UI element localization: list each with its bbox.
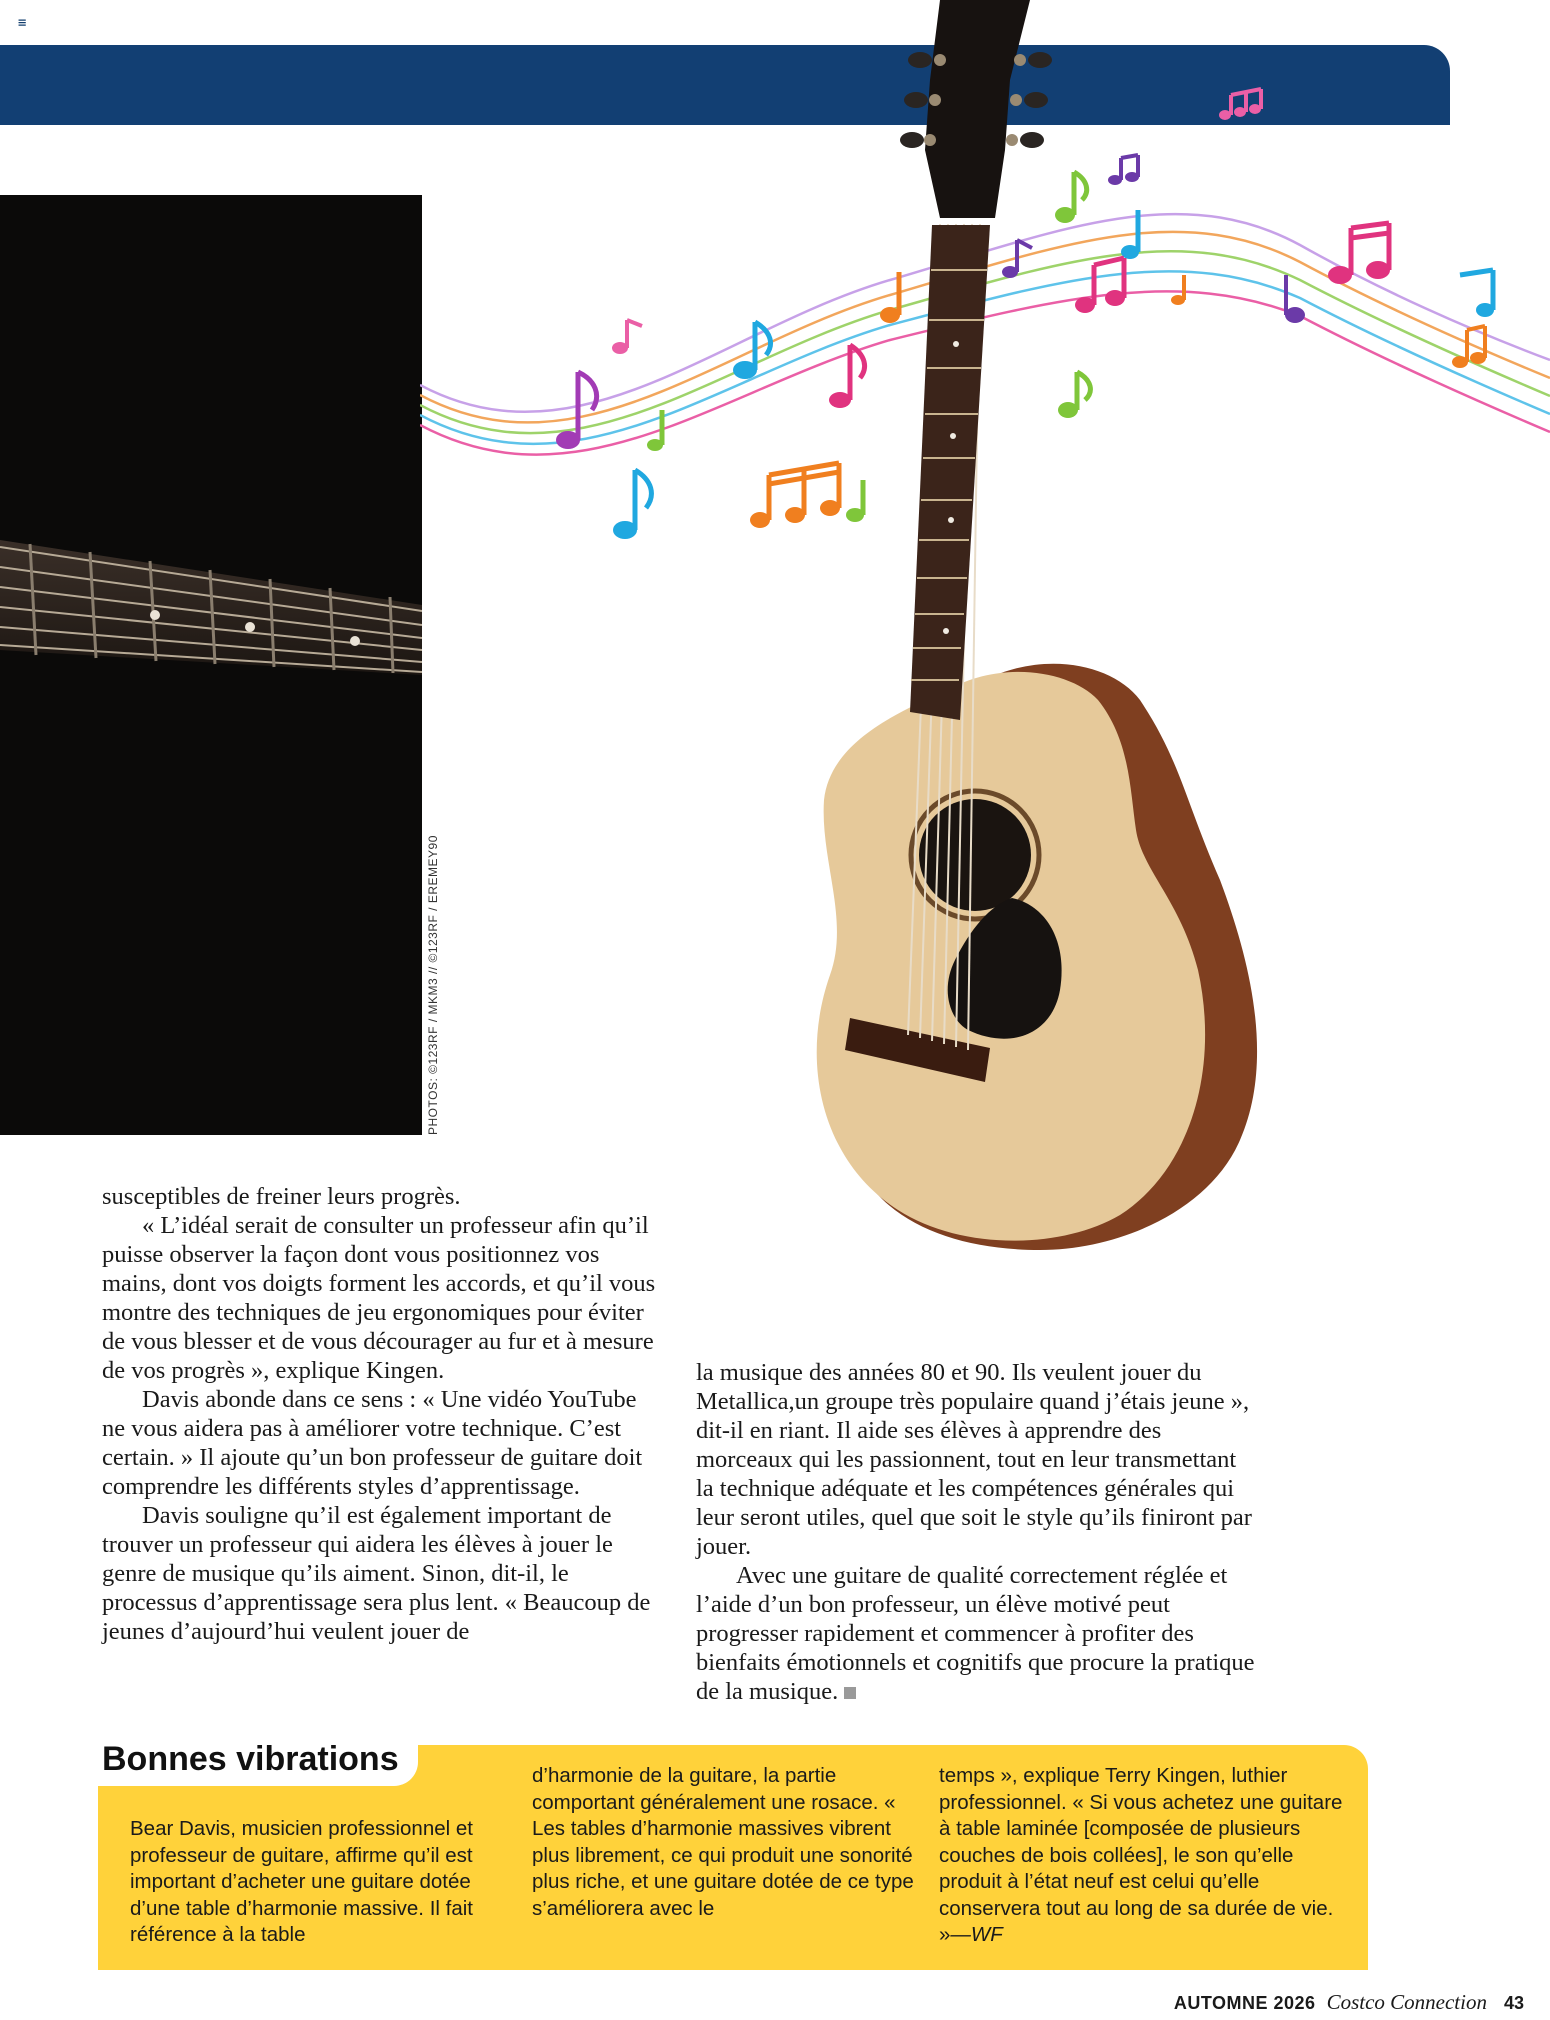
sidebar-title: Bonnes vibrations <box>102 1740 399 1778</box>
footer-season: AUTOMNE 2026 <box>1173 1993 1316 2013</box>
article-paragraph: la musique des années 80 et 90. Ils veulent jouer du Metallica,un groupe très populaire quand j’étais jeune », dit-il en riant. Il aide ses élèves à apprendre des morceaux qui les passionnent, tout en leur transmettant la technique adéquate et les compétences générales qui leur seront utiles, quel que soit le style qu’ils finiront par jouer. <box>696 1359 1252 1560</box>
music-notes <box>556 89 1494 539</box>
article-paragraph-text: Avec une guitare de qualité correctement réglée et l’aide d’un bon professeur, un élève motivé peut progresser rapidement et commencer à profiter des bienfaits émotionnels et cognitifs que procure la pratique de la musique. <box>696 1562 1255 1705</box>
guitar-music-illustration <box>420 0 1550 1330</box>
footer-magazine: Costco Connection <box>1326 1990 1487 2014</box>
article-paragraph: « L’idéal serait de consulter un professeur afin qu’il puisse observer la façon dont vous positionnez vos mains, dont vos doigts forment les accords, et qu’il vous montre des techniques de jeu ergonomiques pour éviter de vous blesser et de vous décourager au fur et à mesure de vos progrès », explique Kingen. <box>102 1212 656 1384</box>
end-of-article-mark <box>844 1687 856 1699</box>
menu-icon[interactable]: ≡ <box>18 15 27 31</box>
photo-credit: PHOTOS: ©123RF / MKM3 // ©123RF / EREMEY90 <box>426 835 440 1135</box>
sidebar-column-2: d’harmonie de la guitare, la partie comportant généralement une rosace. « Les tables d’harmonie massives vibrent plus librement, ce qui produit une sonorité plus riche, et une guitare dotée de ce type s’améliorera avec le <box>532 1764 914 1920</box>
article-column-right <box>696 1358 1256 1706</box>
fretboard-illustration <box>0 195 422 1135</box>
sidebar-column-3 <box>939 1763 1349 1949</box>
page-footer <box>1174 1990 1524 2015</box>
sidebar-column-1: Bear Davis, musicien professionnel et professeur de guitare, affirme qu’il est important d’acheter une guitare dotée d’une table d’harmonie massive. Il fait référence à la table <box>130 1817 473 1946</box>
sidebar-signature: —WF <box>950 1923 1003 1946</box>
article-paragraph: Davis abonde dans ce sens : « Une vidéo YouTube ne vous aidera pas à améliorer votre technique. C’est certain. » Il ajoute qu’un bon professeur de guitare doit comprendre les différents styles d’apprentissage. <box>102 1386 643 1500</box>
article-paragraph: Davis souligne qu’il est également important de trouver un professeur qui aidera les élèves à jouer le genre de musique qu’ils aiment. Sinon, dit-il, le processus d’apprentissage sera plus lent. « Beaucoup de jeunes d’aujourd’hui veulent jouer de <box>102 1502 651 1645</box>
sidebar-column-3-text: temps », explique Terry Kingen, luthier professionnel. « Si vous achetez une guitare à table laminée [composée de plusieurs couches de bois collées], le son qu’elle produit à l’état neuf est celui qu’elle conservera tout au long de sa durée de vie. » <box>939 1764 1343 1946</box>
guitar-neck-photo <box>0 195 422 1135</box>
article-column-left <box>102 1182 662 1646</box>
acoustic-guitar <box>817 0 1257 1250</box>
article-paragraph: susceptibles de freiner leurs progrès. <box>102 1183 461 1210</box>
page-number: 43 <box>1503 1993 1524 2013</box>
article-paragraph <box>696 1561 1256 1706</box>
